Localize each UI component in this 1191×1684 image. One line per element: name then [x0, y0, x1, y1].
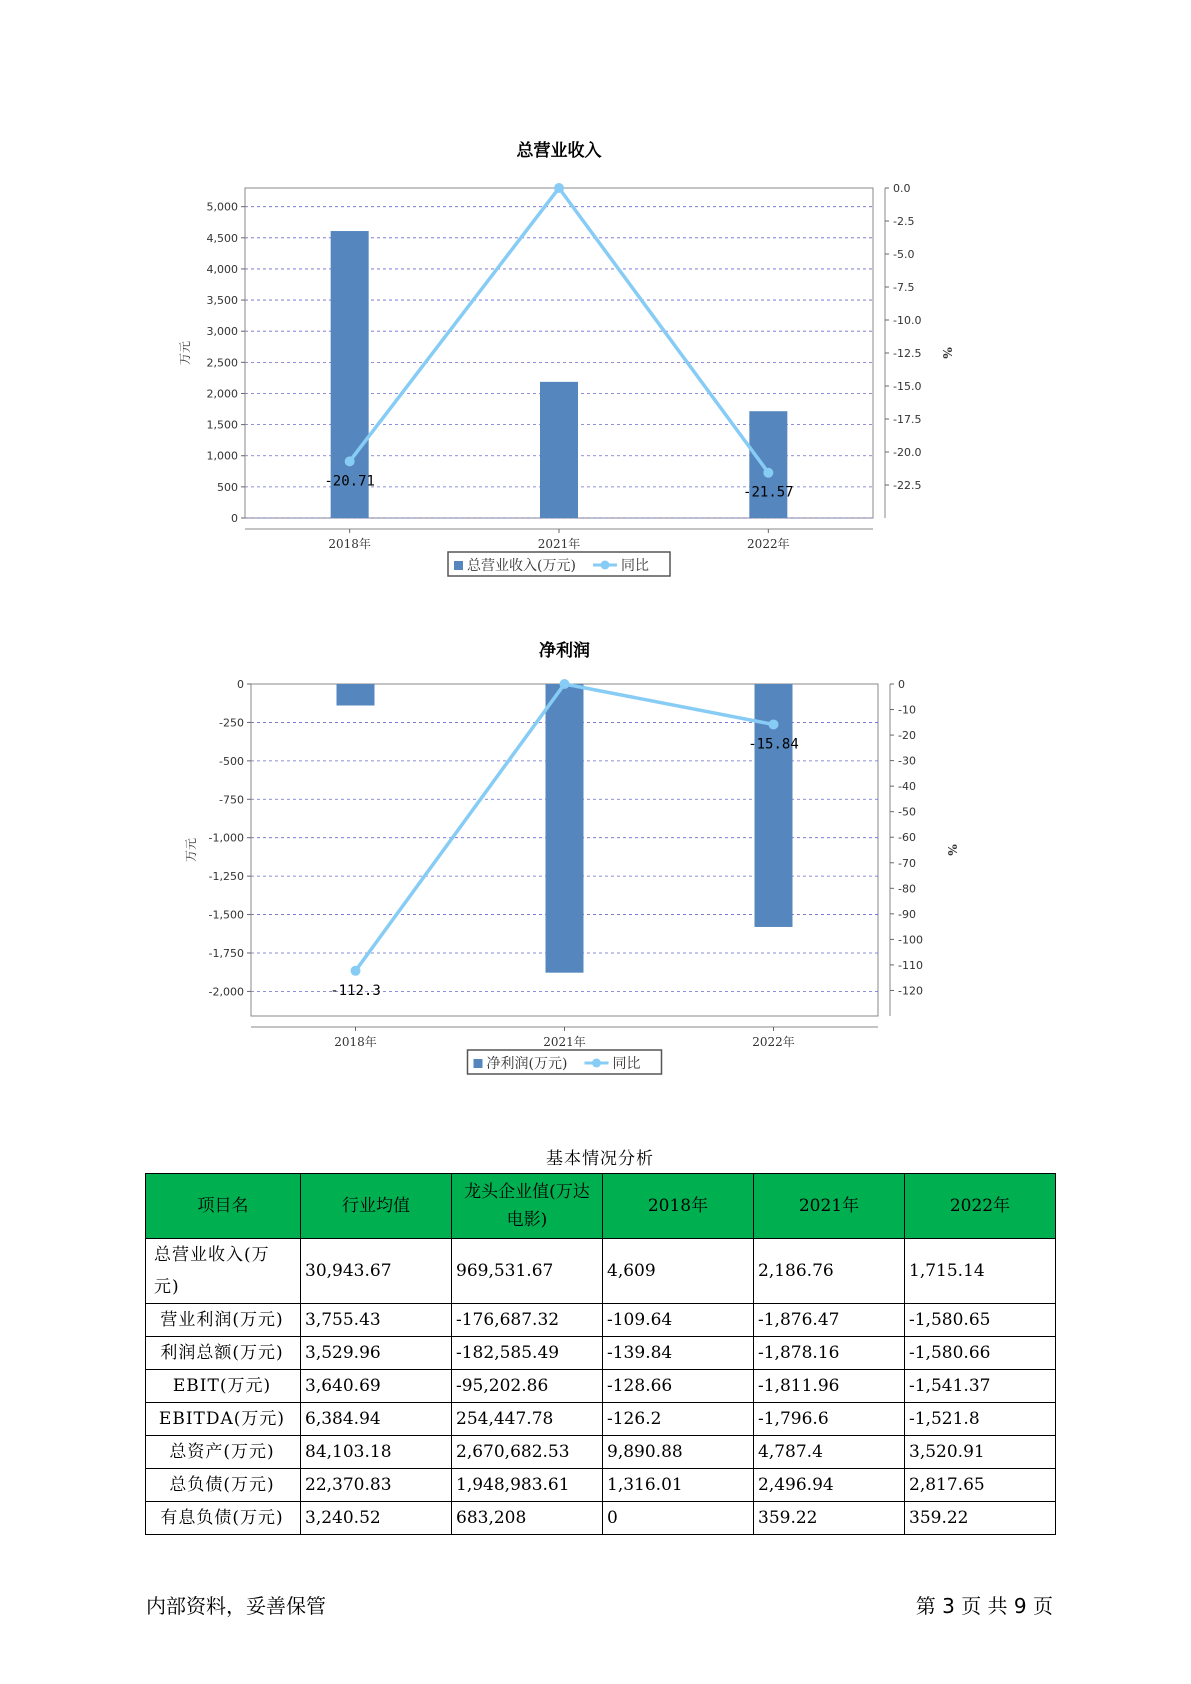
- legend-bar-swatch: [474, 1059, 483, 1068]
- table-cell: 30,943.67: [301, 1239, 452, 1304]
- y-tick-label: 4,000: [206, 262, 238, 276]
- y2-tick-label: -5.0: [893, 248, 915, 261]
- row-label: EBIT(万元): [146, 1370, 301, 1403]
- table-row: [146, 1403, 1056, 1436]
- x-tick-label: 2018年: [334, 1035, 377, 1049]
- chart-svg: [180, 634, 1040, 1094]
- col-header-item-name: 项目名: [146, 1174, 301, 1239]
- row-label: 营业利润(万元): [146, 1304, 301, 1337]
- bar: [546, 684, 584, 973]
- yoy-data-label: -112.3: [330, 982, 381, 999]
- table-cell: 359.22: [905, 1502, 1056, 1535]
- y-tick-label: 500: [217, 480, 238, 494]
- table-cell: 1,715.14: [905, 1239, 1056, 1304]
- y-tick-label: -1,750: [208, 946, 244, 960]
- col-header-leader-value: 龙头企业值(万达电影): [452, 1174, 603, 1239]
- chart-legend: [468, 1050, 662, 1074]
- row-label: 利润总额(万元): [146, 1337, 301, 1370]
- y2-tick-label: -7.5: [893, 281, 915, 294]
- table-cell: 3,755.43: [301, 1304, 452, 1337]
- table-row: [146, 1304, 1056, 1337]
- table-cell: -1,541.37: [905, 1370, 1056, 1403]
- chart-title: 总营业收入: [516, 141, 602, 161]
- table-cell: 2,496.94: [754, 1469, 905, 1502]
- row-label: 有息负债(万元): [146, 1502, 301, 1535]
- table-cell: 254,447.78: [452, 1403, 603, 1436]
- y2-tick-label: -60: [898, 831, 916, 845]
- yoy-point: [351, 966, 361, 976]
- table-cell: -1,876.47: [754, 1304, 905, 1337]
- y-tick-label: 5,000: [206, 200, 238, 214]
- table-cell: -1,521.8: [905, 1403, 1056, 1436]
- bar: [749, 411, 787, 518]
- y-tick-label: 1,500: [206, 418, 238, 432]
- table-cell: 4,609: [603, 1239, 754, 1304]
- y-tick-label: -500: [219, 754, 244, 768]
- y2-tick-label: -22.5: [893, 479, 922, 492]
- table-cell: 3,240.52: [301, 1502, 452, 1535]
- table-cell: 4,787.4: [754, 1436, 905, 1469]
- legend-label: 同比: [612, 1056, 641, 1072]
- y2-tick-label: -2.5: [893, 215, 915, 228]
- col-header-industry-average: 行业均值: [301, 1174, 452, 1239]
- table-cell: 3,520.91: [905, 1436, 1056, 1469]
- row-label: EBITDA(万元): [146, 1403, 301, 1436]
- y2-tick-label: -90: [898, 907, 916, 921]
- table-cell: -1,580.65: [905, 1304, 1056, 1337]
- table-cell: 1,316.01: [603, 1469, 754, 1502]
- table-cell: -128.66: [603, 1370, 754, 1403]
- legend-label: 总营业收入(万元): [467, 558, 576, 574]
- table-cell: 2,670,682.53: [452, 1436, 603, 1469]
- legend-point-swatch: [601, 561, 610, 570]
- table-cell: -109.64: [603, 1304, 754, 1337]
- table-cell: 84,103.18: [301, 1436, 452, 1469]
- table-cell: -126.2: [603, 1403, 754, 1436]
- y-tick-label: 2,500: [206, 356, 238, 370]
- table-row: [146, 1469, 1056, 1502]
- table-cell: 0: [603, 1502, 754, 1535]
- table-cell: -95,202.86: [452, 1370, 603, 1403]
- table-cell: 3,640.69: [301, 1370, 452, 1403]
- y-tick-label: 3,500: [206, 294, 238, 308]
- y-tick-label: 4,500: [206, 231, 238, 245]
- y-tick-label: -1,500: [208, 908, 244, 922]
- table-row: [146, 1239, 1056, 1304]
- table-cell: 359.22: [754, 1502, 905, 1535]
- table-cell: 683,208: [452, 1502, 603, 1535]
- y2-tick-label: -120: [898, 984, 923, 998]
- table-cell: -1,811.96: [754, 1370, 905, 1403]
- bar: [540, 382, 578, 518]
- x-tick-label: 2022年: [752, 1035, 795, 1049]
- yoy-point: [763, 468, 773, 478]
- table-cell: -176,687.32: [452, 1304, 603, 1337]
- table-cell: -182,585.49: [452, 1337, 603, 1370]
- col-header-2022: 2022年: [905, 1174, 1056, 1239]
- x-tick-label: 2021年: [537, 537, 581, 551]
- y2-tick-label: -20.0: [893, 446, 922, 459]
- row-label: 总营业收入(万元): [146, 1239, 301, 1304]
- y-tick-label: 2,000: [206, 387, 238, 401]
- table-cell: 2,186.76: [754, 1239, 905, 1304]
- table-row: [146, 1502, 1056, 1535]
- table-cell: -1,796.6: [754, 1403, 905, 1436]
- y-tick-label: -1,000: [208, 831, 244, 845]
- col-header-2021: 2021年: [754, 1174, 905, 1239]
- yoy-data-label: -20.71: [324, 473, 375, 490]
- y2-tick-label: -20: [898, 729, 916, 743]
- y2-axis-label: %: [940, 347, 954, 359]
- y2-tick-label: -10: [898, 703, 916, 717]
- y-tick-label: -2,000: [208, 985, 244, 999]
- y2-tick-label: 0.0: [893, 182, 911, 195]
- table-cell: 969,531.67: [452, 1239, 603, 1304]
- bar: [337, 684, 375, 705]
- x-tick-label: 2021年: [543, 1035, 586, 1049]
- table-cell: -1,878.16: [754, 1337, 905, 1370]
- y-tick-label: -250: [219, 716, 244, 730]
- yoy-point: [560, 679, 570, 689]
- y2-tick-label: -100: [898, 933, 923, 947]
- col-header-2018: 2018年: [603, 1174, 754, 1239]
- table-cell: -139.84: [603, 1337, 754, 1370]
- legend-label: 同比: [621, 558, 649, 574]
- table-cell: 2,817.65: [905, 1469, 1056, 1502]
- table-header-row: [146, 1174, 1056, 1239]
- y-axis-label: 万元: [178, 340, 192, 366]
- legend-label: 净利润(万元): [486, 1056, 568, 1072]
- y-tick-label: -1,250: [208, 870, 244, 884]
- y2-tick-label: -10.0: [893, 314, 922, 327]
- y-axis-label: 万元: [184, 837, 198, 863]
- table-cell: 6,384.94: [301, 1403, 452, 1436]
- y2-tick-label: -12.5: [893, 347, 922, 360]
- net-profit-chart: [180, 634, 1040, 1094]
- row-label: 总负债(万元): [146, 1469, 301, 1502]
- x-tick-label: 2018年: [328, 537, 371, 551]
- yoy-point: [769, 719, 779, 729]
- y-tick-label: -750: [219, 793, 244, 807]
- yoy-data-label: -15.84: [748, 736, 799, 753]
- basic-analysis-table: [145, 1173, 1056, 1535]
- y-tick-label: 0: [231, 512, 238, 525]
- y2-tick-label: -15.0: [893, 380, 922, 393]
- table-cell: 9,890.88: [603, 1436, 754, 1469]
- y-tick-label: 1,000: [206, 449, 238, 463]
- y-tick-label: 3,000: [206, 325, 238, 339]
- revenue-chart: [180, 134, 1040, 594]
- legend-bar-swatch: [454, 561, 463, 570]
- y2-tick-label: -110: [898, 958, 923, 972]
- table-cell: 22,370.83: [301, 1469, 452, 1502]
- y2-tick-label: 0: [898, 678, 905, 691]
- table-row: [146, 1436, 1056, 1469]
- x-tick-label: 2022年: [747, 537, 790, 551]
- y2-tick-label: -17.5: [893, 413, 922, 426]
- y2-axis-label: %: [945, 844, 959, 856]
- row-label: 总资产(万元): [146, 1436, 301, 1469]
- yoy-point: [345, 456, 355, 466]
- table-cell: 1,948,983.61: [452, 1469, 603, 1502]
- y2-tick-label: -50: [898, 805, 916, 819]
- table-row: [146, 1337, 1056, 1370]
- table-title: 基本情况分析: [546, 1149, 654, 1169]
- footer-page-number: 第 3 页 共 9 页: [915, 1594, 1053, 1618]
- y2-tick-label: -30: [898, 754, 916, 768]
- yoy-point: [554, 183, 564, 193]
- y2-tick-label: -80: [898, 882, 916, 896]
- chart-title: 净利润: [539, 641, 590, 661]
- yoy-data-label: -21.57: [743, 484, 794, 501]
- legend-point-swatch: [592, 1059, 601, 1068]
- table-cell: -1,580.66: [905, 1337, 1056, 1370]
- footer-confidential-note: 内部资料，妥善保管: [146, 1594, 326, 1618]
- chart-legend: [448, 552, 670, 576]
- y-tick-label: 0: [237, 678, 244, 691]
- table-cell: 3,529.96: [301, 1337, 452, 1370]
- chart-svg: [180, 134, 1040, 594]
- table-row: [146, 1370, 1056, 1403]
- y2-tick-label: -70: [898, 856, 916, 870]
- y2-tick-label: -40: [898, 780, 916, 794]
